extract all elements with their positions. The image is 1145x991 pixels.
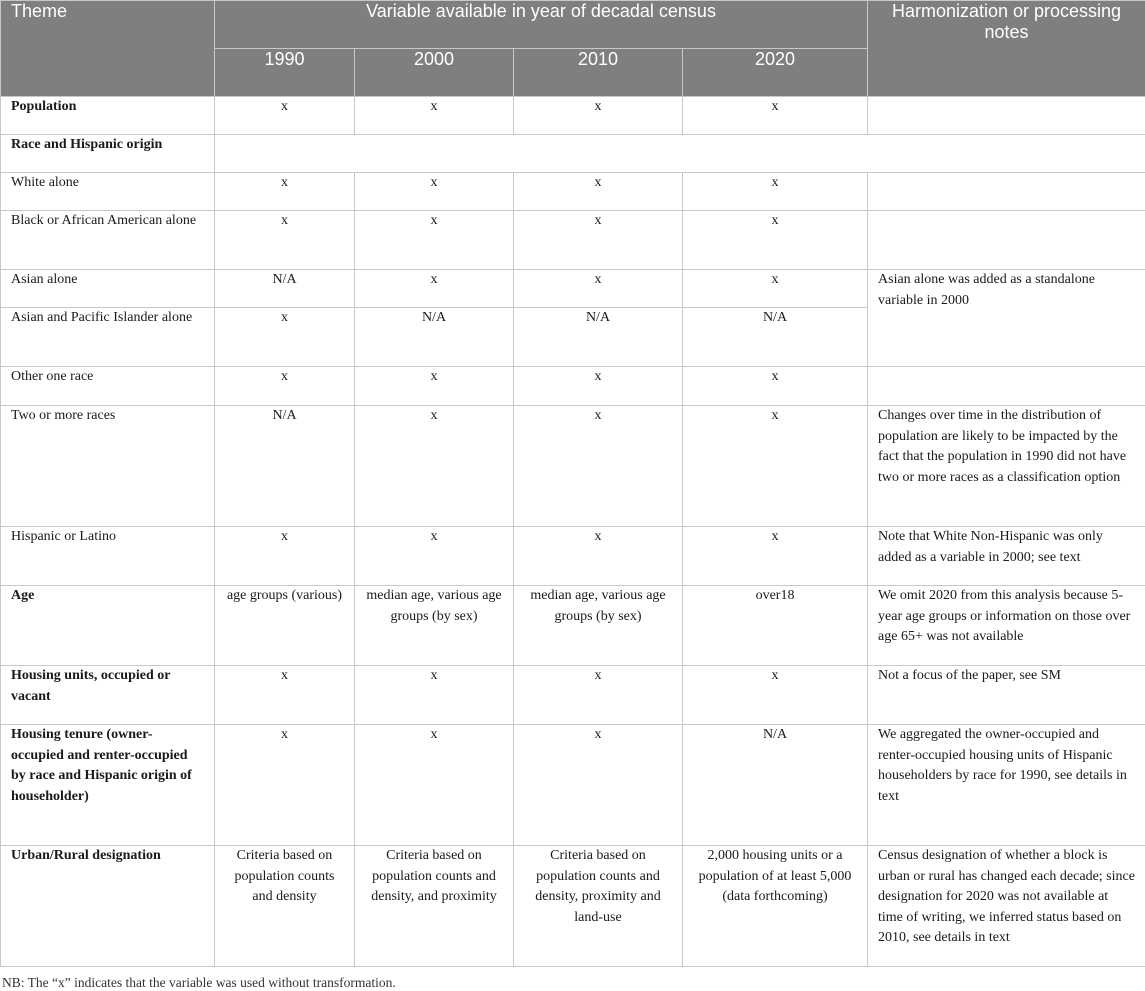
value-cell-2020: x	[683, 211, 868, 270]
value-cell-1990: x	[215, 527, 355, 586]
table-row	[1, 666, 1145, 725]
value-cell-2000: x	[355, 270, 514, 308]
value-cell-2000: median age, various age groups (by sex)	[355, 586, 514, 666]
value-cell-2000: x	[355, 527, 514, 586]
value-cell-2020: x	[683, 527, 868, 586]
value-cell-2010: x	[514, 270, 683, 308]
value-cell-2000: Criteria based on population counts and density, and proximity	[355, 846, 514, 967]
theme-cell: Asian and Pacific Islander alone	[1, 308, 215, 367]
theme-cell: Housing tenure (owner-occupied and renter-occupied by race and Hispanic origin of householder)	[1, 725, 215, 846]
theme-cell: Black or African American alone	[1, 211, 215, 270]
theme-cell: Population	[1, 97, 215, 135]
value-cell-2000: x	[355, 725, 514, 846]
notes-cell: Note that White Non-Hispanic was only added as a variable in 2000; see text	[868, 527, 1145, 586]
value-cell-2010: x	[514, 367, 683, 406]
table-row	[1, 406, 1145, 527]
table-row	[1, 725, 1145, 846]
value-cell-1990: x	[215, 725, 355, 846]
value-cell-2000: x	[355, 211, 514, 270]
theme-cell: Age	[1, 586, 215, 666]
theme-cell: Hispanic or Latino	[1, 527, 215, 586]
notes-cell	[868, 173, 1145, 211]
value-cell-1990: N/A	[215, 406, 355, 527]
value-cell-1990: x	[215, 308, 355, 367]
year-header-2020: 2020	[683, 49, 868, 97]
value-cell-1990: x	[215, 367, 355, 406]
notes-cell: We omit 2020 from this analysis because 5-year age groups or information on those over age 65+ was not available	[868, 586, 1145, 666]
value-cell-2020: x	[683, 666, 868, 725]
value-cell-1990: x	[215, 666, 355, 725]
table-row	[1, 586, 1145, 666]
theme-cell: Urban/Rural designation	[1, 846, 215, 967]
value-cell-1990: age groups (various)	[215, 586, 355, 666]
value-cell-2020: N/A	[683, 308, 868, 367]
value-cell-2010: x	[514, 406, 683, 527]
section-theme-cell: Race and Hispanic origin	[1, 135, 215, 173]
value-cell-2020: x	[683, 367, 868, 406]
value-cell-2010: N/A	[514, 308, 683, 367]
value-cell-2000: x	[355, 97, 514, 135]
theme-cell: Other one race	[1, 367, 215, 406]
notes-cell: Changes over time in the distribution of population are likely to be impacted by the fact that the population in 1990 did not have two or more races as a classification option	[868, 406, 1145, 527]
notes-cell	[868, 211, 1145, 270]
value-cell-1990: Criteria based on population counts and density	[215, 846, 355, 967]
year-header-2000: 2000	[355, 49, 514, 97]
table-row	[1, 367, 1145, 406]
table-row	[1, 173, 1145, 211]
value-cell-2000: x	[355, 666, 514, 725]
table-row	[1, 135, 1145, 173]
theme-cell: White alone	[1, 173, 215, 211]
table-footnote: NB: The “x” indicates that the variable was used without transformation.	[2, 975, 396, 991]
empty-section-cell	[215, 135, 1145, 173]
notes-cell	[868, 367, 1145, 406]
notes-cell: Asian alone was added as a standalone variable in 2000	[868, 270, 1145, 367]
value-cell-2010: x	[514, 211, 683, 270]
value-cell-2010: x	[514, 666, 683, 725]
value-cell-2000: x	[355, 173, 514, 211]
value-cell-2010: x	[514, 173, 683, 211]
value-cell-2000: x	[355, 406, 514, 527]
theme-header: Theme	[1, 1, 215, 97]
value-cell-2000: N/A	[355, 308, 514, 367]
table-row	[1, 97, 1145, 135]
value-cell-2020: x	[683, 270, 868, 308]
value-cell-2020: N/A	[683, 725, 868, 846]
notes-cell	[868, 97, 1145, 135]
theme-cell: Asian alone	[1, 270, 215, 308]
value-cell-1990: N/A	[215, 270, 355, 308]
year-header-2010: 2010	[514, 49, 683, 97]
theme-cell: Housing units, occupied or vacant	[1, 666, 215, 725]
value-cell-2020: over18	[683, 586, 868, 666]
value-cell-2010: x	[514, 725, 683, 846]
value-cell-1990: x	[215, 173, 355, 211]
header-row-1	[1, 1, 1145, 49]
table-row	[1, 270, 1145, 308]
value-cell-2020: 2,000 housing units or a population of at least 5,000 (data forthcoming)	[683, 846, 868, 967]
value-cell-1990: x	[215, 211, 355, 270]
value-cell-2020: x	[683, 97, 868, 135]
notes-cell: Census designation of whether a block is urban or rural has changed each decade; since designation for 2020 was not available at time of writing, we inferred status based on 2010, see details in text	[868, 846, 1145, 967]
value-cell-2020: x	[683, 406, 868, 527]
table-row	[1, 846, 1145, 967]
value-cell-1990: x	[215, 97, 355, 135]
value-cell-2010: median age, various age groups (by sex)	[514, 586, 683, 666]
value-cell-2010: x	[514, 527, 683, 586]
value-cell-2020: x	[683, 173, 868, 211]
notes-header: Harmonization or processing notes	[868, 1, 1145, 97]
value-cell-2010: x	[514, 97, 683, 135]
value-cell-2010: Criteria based on population counts and density, proximity and land-use	[514, 846, 683, 967]
table-row	[1, 527, 1145, 586]
notes-cell: We aggregated the owner-occupied and renter-occupied housing units of Hispanic householders by race for 1990, see details in text	[868, 725, 1145, 846]
year-header-1990: 1990	[215, 49, 355, 97]
theme-cell: Two or more races	[1, 406, 215, 527]
census-years-header: Variable available in year of decadal census	[215, 1, 868, 49]
table-row	[1, 211, 1145, 270]
notes-cell: Not a focus of the paper, see SM	[868, 666, 1145, 725]
value-cell-2000: x	[355, 367, 514, 406]
